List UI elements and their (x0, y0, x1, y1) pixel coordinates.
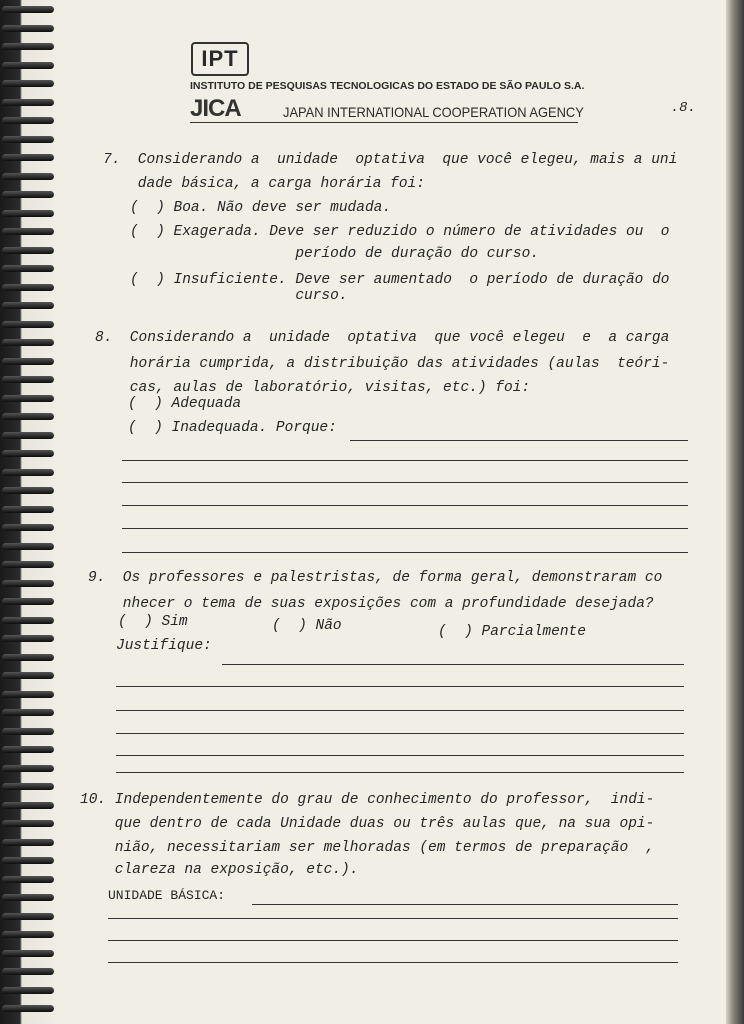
q8-option: ( ) Adequada (128, 396, 242, 412)
answer-line[interactable] (108, 918, 678, 919)
agency-name: JAPAN INTERNATIONAL COOPERATION AGENCY (283, 104, 584, 120)
spiral-coil (2, 543, 54, 550)
answer-line[interactable] (350, 440, 688, 441)
q7-option: ( ) Exagerada. Deve ser reduzido o número de atividades ou o (130, 224, 670, 240)
spiral-coil (2, 395, 54, 402)
answer-line[interactable] (108, 940, 678, 941)
q7-option: ( ) Boa. Não deve ser mudada. (130, 200, 392, 216)
spiral-coil (2, 62, 54, 69)
spiral-coil (2, 709, 54, 716)
answer-line[interactable] (116, 710, 684, 711)
spiral-coil (2, 802, 54, 809)
q10-line: nião, necessitariam ser melhoradas (em termos de preparação , (80, 840, 655, 856)
spiral-coil (2, 913, 54, 920)
spiral-coil (2, 284, 54, 291)
spiral-coil (2, 6, 54, 13)
spiral-coil (2, 580, 54, 587)
spiral-coil (2, 173, 54, 180)
spiral-coil (2, 43, 54, 50)
spiral-coil (2, 506, 54, 513)
spiral-coil (2, 654, 54, 661)
spiral-coil (2, 728, 54, 735)
spiral-coil (2, 376, 54, 383)
spiral-coil (2, 987, 54, 994)
jica-logo: JICA (190, 95, 241, 122)
spiral-coil (2, 302, 54, 309)
institute-name: INSTITUTO DE PESQUISAS TECNOLOGICAS DO ESTADO DE SÃO PAULO S.A. (190, 80, 585, 92)
spiral-binding (0, 0, 58, 1024)
page-edge (726, 0, 744, 1024)
spiral-coil (2, 191, 54, 198)
spiral-coil (2, 469, 54, 476)
page-number: .8. (670, 100, 696, 116)
spiral-coil (2, 265, 54, 272)
answer-line[interactable] (108, 962, 678, 963)
q10-line: 10. Independentemente do grau de conhecimento do professor, indi- (80, 792, 655, 808)
spiral-coil (2, 80, 54, 87)
spiral-coil (2, 968, 54, 975)
q7-line: dade básica, a carga horária foi: (103, 176, 425, 192)
q8-line: cas, aulas de laboratório, visitas, etc.) foi: (95, 380, 531, 396)
q9-line: nhecer o tema de suas exposições com a profundidade desejada? (88, 596, 654, 612)
unit-label: UNIDADE BÁSICA: (108, 888, 226, 903)
spiral-coil (2, 894, 54, 901)
spiral-coil (2, 413, 54, 420)
spiral-coil (2, 783, 54, 790)
spiral-coil (2, 820, 54, 827)
answer-line[interactable] (116, 686, 684, 687)
q7-option: período de duração do curso. (130, 246, 539, 262)
answer-line[interactable] (116, 755, 684, 756)
spiral-coil (2, 561, 54, 568)
answer-line[interactable] (116, 772, 684, 773)
spiral-coil (2, 1005, 54, 1012)
answer-line[interactable] (122, 552, 688, 553)
q10-line: clareza na exposição, etc.). (80, 862, 359, 878)
q9-option-sim: ( ) Sim (118, 614, 188, 630)
q8-line: 8. Considerando a unidade optativa que você elegeu e a carga (95, 330, 670, 346)
spiral-coil (2, 247, 54, 254)
answer-line[interactable] (116, 733, 684, 734)
spiral-coil (2, 635, 54, 642)
header-rule (190, 122, 578, 123)
q7-line: 7. Considerando a unidade optativa que você elegeu, mais a uni (103, 152, 678, 168)
q8-option: ( ) Inadequada. Porque: (128, 420, 337, 436)
spiral-coil (2, 487, 54, 494)
justify-label: Justifique: (116, 638, 212, 654)
spiral-coil (2, 339, 54, 346)
spiral-coil (2, 99, 54, 106)
spiral-coil (2, 691, 54, 698)
spiral-coil (2, 598, 54, 605)
spiral-coil (2, 765, 54, 772)
spiral-coil (2, 154, 54, 161)
q7-option: ( ) Insuficiente. Deve ser aumentado o período de duração do (130, 272, 670, 288)
spiral-coil (2, 839, 54, 846)
spiral-coil (2, 450, 54, 457)
answer-line[interactable] (222, 664, 684, 665)
answer-line[interactable] (122, 482, 688, 483)
spiral-coil (2, 228, 54, 235)
q9-option-nao: ( ) Não (272, 618, 342, 634)
spiral-coil (2, 136, 54, 143)
spiral-coil (2, 25, 54, 32)
spiral-coil (2, 746, 54, 753)
spiral-coil (2, 617, 54, 624)
spiral-coil (2, 524, 54, 531)
spiral-coil (2, 857, 54, 864)
spiral-coil (2, 432, 54, 439)
spiral-coil (2, 950, 54, 957)
q8-line: horária cumprida, a distribuição das atividades (aulas teóri- (95, 356, 670, 372)
answer-line[interactable] (122, 460, 688, 461)
q7-option: curso. (130, 288, 348, 304)
ipt-logo: IPT (191, 42, 249, 76)
spiral-coil (2, 117, 54, 124)
spiral-coil (2, 931, 54, 938)
spiral-coil (2, 358, 54, 365)
answer-line[interactable] (252, 904, 678, 905)
spiral-coil (2, 210, 54, 217)
spiral-coil (2, 321, 54, 328)
spiral-coil (2, 876, 54, 883)
q9-option-parcialmente: ( ) Parcialmente (438, 624, 586, 640)
spiral-coil (2, 672, 54, 679)
q10-line: que dentro de cada Unidade duas ou três aulas que, na sua opi- (80, 816, 655, 832)
answer-line[interactable] (122, 505, 688, 506)
q9-line: 9. Os professores e palestristas, de forma geral, demonstraram co (88, 570, 663, 586)
answer-line[interactable] (122, 528, 688, 529)
